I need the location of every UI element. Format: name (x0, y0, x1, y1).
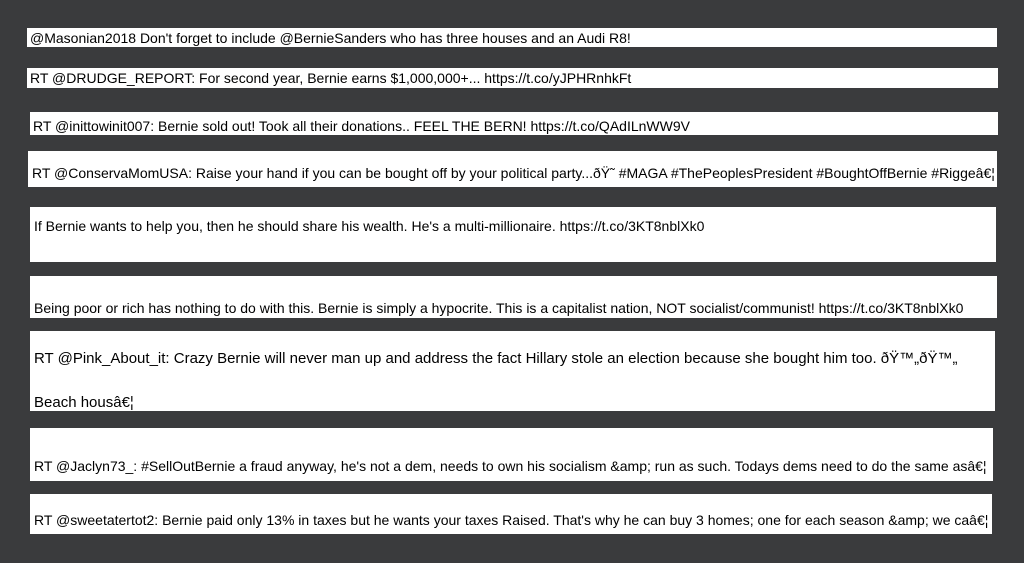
tweet-text: If Bernie wants to help you, then he should share his wealth. He's a multi-millionaire. https://t.co/3KT8nblXk0 (34, 218, 705, 234)
tweet-strip (30, 276, 997, 318)
tweet-strip (30, 207, 996, 262)
tweet-strip (27, 28, 997, 47)
tweet-strip (28, 151, 997, 187)
tweet-text: @Masonian2018 Don't forget to include @BernieSanders who has three houses and an Audi R8! (30, 30, 631, 46)
tweet-text-continued: Beach housâ€¦ (34, 394, 134, 411)
tweet-text: Being poor or rich has nothing to do with this. Bernie is simply a hypocrite. This is a capitalist nation, NOT socialist/communist! https://t.co/3KT8nblXk0 (34, 300, 964, 316)
tweet-strip (30, 112, 998, 135)
tweet-text: RT @inittowinit007: Bernie sold out! Took all their donations.. FEEL THE BERN! https://t.co/QAdILnWW9V (33, 118, 690, 134)
tweet-strip (30, 428, 993, 481)
tweet-text: RT @Pink_About_it: Crazy Bernie will never man up and address the fact Hillary stole an election because she bought him too. ðŸ™„ðŸ™„ (34, 350, 958, 367)
tweet-text: RT @sweetatertot2: Bernie paid only 13% in taxes but he wants your taxes Raised. That's why he can buy 3 homes; one for each season &amp; we caâ€¦ (34, 512, 989, 528)
tweet-strip (30, 494, 992, 534)
tweet-text: RT @ConservaMomUSA: Raise your hand if you can be bought off by your political party...ðŸ˜ #MAGA #ThePeoplesPresident #BoughtOffBernie #Riggeâ€¦ (32, 165, 995, 181)
tweet-strip (27, 68, 998, 88)
tweet-strip (30, 331, 995, 411)
tweet-text: RT @DRUDGE_REPORT: For second year, Bernie earns $1,000,000+... https://t.co/yJPHRnhkFt (30, 70, 632, 86)
tweet-text: RT @Jaclyn73_: #SellOutBernie a fraud anyway, he's not a dem, needs to own his socialism &amp; run as such. Todays dems need to do the same asâ€¦ (34, 458, 987, 474)
